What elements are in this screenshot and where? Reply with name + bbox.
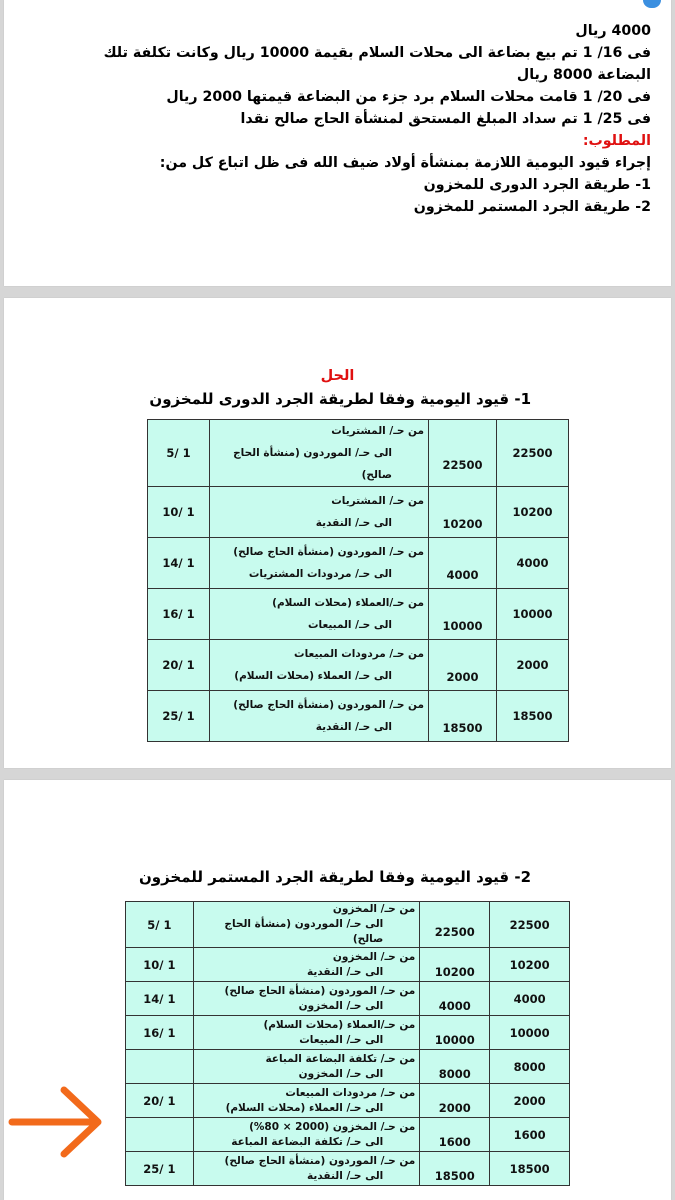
entry-date: 1 /10 [148, 487, 210, 538]
debit-amount: 8000 [490, 1050, 570, 1084]
journal-entry-row [126, 1016, 570, 1050]
debit-amount: 18500 [490, 1152, 570, 1186]
credit-amount: 8000 [438, 1066, 471, 1081]
credit-amount-cell [420, 1118, 490, 1152]
entry-date: 1 /20 [126, 1084, 194, 1118]
credit-amount: 10200 [442, 517, 483, 531]
debit-amount: 4000 [490, 982, 570, 1016]
section-title: 1- قيود اليومية وفقا لطريقة الجرد الدورى للمخزون [149, 390, 531, 408]
entry-date: 1 /20 [148, 640, 210, 691]
journal-entry-row [148, 487, 569, 538]
text-line: إجراء قيود اليومية اللازمة بمنشأة أولاد ضيف الله فى ظل اتباع كل من: [159, 155, 651, 171]
credit-amount-cell [420, 902, 490, 948]
credit-account: الى حـ/ النقدية [315, 721, 392, 733]
credit-amount-cell [429, 538, 497, 589]
journal-entry-row [126, 902, 570, 948]
credit-account: الى حـ/ تكلفة البضاعة المباعة [231, 1135, 384, 1148]
entry-description [210, 640, 429, 691]
credit-amount-cell [429, 420, 497, 487]
entry-date: 1 /10 [126, 948, 194, 982]
journal-table-perpetual [125, 901, 570, 1186]
credit-amount: 2000 [438, 1100, 471, 1115]
debit-account: من حـ/ الموردون (منشأة الحاج صالح) [233, 699, 424, 711]
credit-amount: 22500 [434, 924, 475, 939]
text-line: فى 16/ 1 تم بيع بضاعة الى محلات السلام بقيمة 10000 ريال وكانت تكلفة تلك [103, 45, 651, 61]
entry-description [210, 487, 429, 538]
credit-amount: 18500 [434, 1168, 475, 1183]
right-arrow-icon [8, 1082, 108, 1162]
credit-account: الى حـ/ الموردون (منشأة الحاج صالح) [233, 447, 392, 481]
solution-title: الحل [320, 368, 355, 384]
debit-amount: 2000 [497, 640, 569, 691]
journal-entry-row [148, 589, 569, 640]
entry-description [210, 589, 429, 640]
entry-date: 1 /25 [126, 1152, 194, 1186]
credit-amount: 4000 [446, 568, 479, 582]
entry-description [210, 538, 429, 589]
debit-amount: 1600 [490, 1118, 570, 1152]
debit-amount: 4000 [497, 538, 569, 589]
entry-date: 1 /16 [148, 589, 210, 640]
debit-account: من حـ/العملاء (محلات السلام) [263, 1018, 416, 1031]
entry-date [126, 1050, 194, 1084]
credit-amount: 2000 [446, 670, 479, 684]
credit-account: الى حـ/ النقدية [307, 1169, 384, 1182]
credit-account: الى حـ/ العملاء (محلات السلام) [234, 670, 392, 682]
debit-account: من حـ/ مردودات المبيعات [285, 1086, 416, 1099]
journal-entry-row [126, 948, 570, 982]
section-title: 2- قيود اليومية وفقا لطريقة الجرد المستمر للمخزون [138, 868, 531, 886]
question-text [24, 20, 651, 218]
debit-amount: 22500 [490, 902, 570, 948]
journal-entry-row [126, 982, 570, 1016]
credit-amount-cell [420, 1050, 490, 1084]
entry-description [210, 420, 429, 487]
credit-amount: 22500 [442, 458, 483, 472]
debit-account: من حـ/ مردودات المبيعات [294, 648, 424, 660]
journal-entry-row [148, 691, 569, 742]
credit-amount-cell [429, 640, 497, 691]
credit-account: الى حـ/ العملاء (محلات السلام) [225, 1101, 384, 1114]
credit-amount-cell [420, 948, 490, 982]
debit-amount: 22500 [497, 420, 569, 487]
debit-amount: 10000 [490, 1016, 570, 1050]
debit-account: من حـ/ المخزون [332, 903, 416, 915]
debit-amount: 10200 [490, 948, 570, 982]
entry-date: 1 /25 [148, 691, 210, 742]
credit-account: الى حـ/ المبيعات [299, 1033, 384, 1046]
debit-amount: 2000 [490, 1084, 570, 1118]
entry-description [193, 948, 419, 982]
credit-account: الى حـ/ المخزون [298, 999, 384, 1012]
entry-description [193, 1016, 419, 1050]
entry-date: 1 /5 [126, 902, 194, 948]
entry-description [210, 691, 429, 742]
text-line: البضاعة 8000 ريال [516, 67, 651, 83]
debit-account: من حـ/ المشتريات [331, 425, 424, 437]
text-line: فى 20/ 1 قامت محلات السلام برد جزء من البضاعة قيمتها 2000 ريال [166, 89, 651, 105]
entry-description [193, 1118, 419, 1152]
entry-description [193, 1084, 419, 1118]
entry-date: 1 /14 [126, 982, 194, 1016]
debit-amount: 10000 [497, 589, 569, 640]
journal-entry-row [148, 538, 569, 589]
journal-entry-row [126, 1084, 570, 1118]
entry-description [193, 982, 419, 1016]
credit-amount-cell [420, 1152, 490, 1186]
credit-amount: 10000 [434, 1032, 475, 1047]
question-page [4, 0, 671, 286]
debit-amount: 18500 [497, 691, 569, 742]
credit-amount-cell [429, 487, 497, 538]
credit-amount: 10000 [442, 619, 483, 633]
debit-account: من حـ/ تكلفة البضاعة المباعة [265, 1052, 416, 1065]
journal-entry-row [148, 640, 569, 691]
entry-description [193, 1152, 419, 1186]
entry-date: 1 /14 [148, 538, 210, 589]
credit-account: الى حـ/ الموردون (منشأة الحاج صالح) [224, 918, 384, 945]
debit-account: من حـ/ المخزون (2000 × 80%) [249, 1120, 416, 1133]
debit-account: من حـ/ الموردون (منشأة الحاج صالح) [224, 1154, 416, 1167]
text-line: 4000 ريال [575, 23, 651, 39]
debit-account: من حـ/ الموردون (منشأة الحاج صالح) [224, 984, 416, 997]
entry-date: 1 /5 [148, 420, 210, 487]
required-label: المطلوب: [582, 133, 651, 149]
debit-account: من حـ/ المشتريات [331, 495, 424, 507]
credit-account: الى حـ/ المبيعات [307, 619, 392, 631]
debit-account: من حـ/ المخزون [332, 950, 416, 963]
credit-account: الى حـ/ مردودات المشتريات [248, 568, 392, 580]
journal-table-periodic [147, 419, 569, 742]
entry-date: 1 /16 [126, 1016, 194, 1050]
entry-date [126, 1118, 194, 1152]
credit-amount: 18500 [442, 721, 483, 735]
text-line: فى 25/ 1 تم سداد المبلغ المستحق لمنشأة الحاج صالح نقدا [240, 111, 651, 127]
credit-amount-cell [429, 589, 497, 640]
entry-description [193, 1050, 419, 1084]
solution-page-periodic [4, 298, 671, 768]
credit-amount-cell [429, 691, 497, 742]
journal-entry-row [148, 420, 569, 487]
credit-amount: 4000 [438, 998, 471, 1013]
text-line: 2- طريقة الجرد المستمر للمخزون [413, 199, 651, 215]
credit-amount: 1600 [438, 1134, 471, 1149]
debit-account: من حـ/ الموردون (منشأة الحاج صالح) [233, 546, 424, 558]
entry-description [193, 902, 419, 948]
journal-entry-row [126, 1118, 570, 1152]
journal-entry-row [126, 1152, 570, 1186]
text-line: 1- طريقة الجرد الدورى للمخزون [423, 177, 651, 193]
credit-amount-cell [420, 1084, 490, 1118]
credit-amount-cell [420, 1016, 490, 1050]
debit-account: من حـ/العملاء (محلات السلام) [272, 597, 424, 609]
status-indicator [635, 0, 671, 8]
debit-amount: 10200 [497, 487, 569, 538]
credit-amount: 10200 [434, 964, 475, 979]
credit-account: الى حـ/ المخزون [298, 1067, 384, 1080]
journal-entry-row [126, 1050, 570, 1084]
credit-account: الى حـ/ النقدية [315, 517, 392, 529]
credit-account: الى حـ/ النقدية [307, 965, 384, 978]
credit-amount-cell [420, 982, 490, 1016]
